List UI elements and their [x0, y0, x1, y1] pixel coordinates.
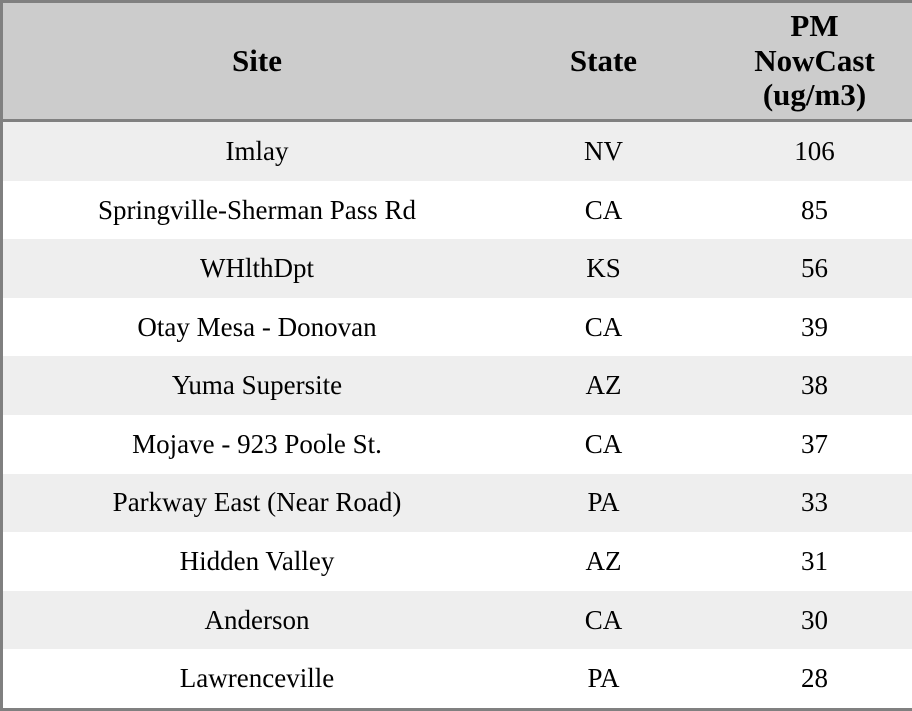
cell-state: CA	[584, 604, 623, 635]
cell-state: PA	[587, 487, 620, 518]
cell-state: AZ	[585, 370, 622, 401]
cell-site: Otay Mesa - Donovan	[137, 311, 377, 342]
table-row	[3, 356, 912, 415]
cell-state: AZ	[585, 546, 622, 576]
cell-pm: 106	[794, 135, 835, 166]
table-row	[3, 532, 912, 591]
cell-site: Anderson	[204, 604, 310, 635]
cell-state: CA	[584, 194, 623, 225]
table-header-row	[3, 3, 912, 121]
column-header-pm-line-1: PM	[790, 8, 839, 43]
cell-pm: 28	[801, 663, 828, 694]
table-row	[3, 239, 912, 298]
cell-state: KS	[586, 253, 621, 284]
cell-site: Mojave - 923 Poole St.	[132, 428, 382, 459]
table-header	[3, 3, 912, 121]
column-header-pm-line-3: (ug/m3)	[762, 77, 867, 113]
cell-site: Imlay	[225, 135, 289, 166]
cell-site: Lawrenceville	[179, 663, 335, 694]
cell-pm: 85	[801, 194, 828, 225]
table-row	[3, 415, 912, 474]
table-row	[3, 474, 912, 533]
table-row	[3, 649, 912, 708]
cell-pm: 31	[801, 546, 828, 576]
cell-state: PA	[587, 663, 620, 694]
table-row	[3, 591, 912, 650]
column-header-pm-line-2: NowCast	[754, 42, 875, 78]
cell-pm: 56	[801, 253, 828, 284]
cell-pm: 38	[801, 370, 828, 401]
table-row	[3, 298, 912, 357]
cell-state: NV	[584, 135, 623, 166]
table-row	[3, 181, 912, 240]
cell-pm: 37	[801, 428, 828, 459]
table-row	[3, 121, 912, 181]
cell-site: WHlthDpt	[200, 253, 314, 284]
cell-pm: 39	[801, 311, 828, 342]
column-header-pm-nowcast	[696, 3, 912, 121]
cell-pm: 33	[801, 487, 828, 518]
cell-site: Yuma Supersite	[171, 370, 343, 401]
cell-site: Hidden Valley	[179, 546, 335, 576]
column-header-site: Site	[3, 3, 511, 121]
cell-site: Parkway East (Near Road)	[112, 487, 402, 518]
column-header-state: State	[511, 3, 696, 121]
table-body	[3, 121, 912, 708]
cell-state: CA	[584, 428, 623, 459]
air-quality-table	[3, 3, 912, 708]
cell-pm: 30	[801, 604, 828, 635]
cell-site: Springville-Sherman Pass Rd	[98, 194, 416, 225]
cell-state: CA	[584, 311, 623, 342]
